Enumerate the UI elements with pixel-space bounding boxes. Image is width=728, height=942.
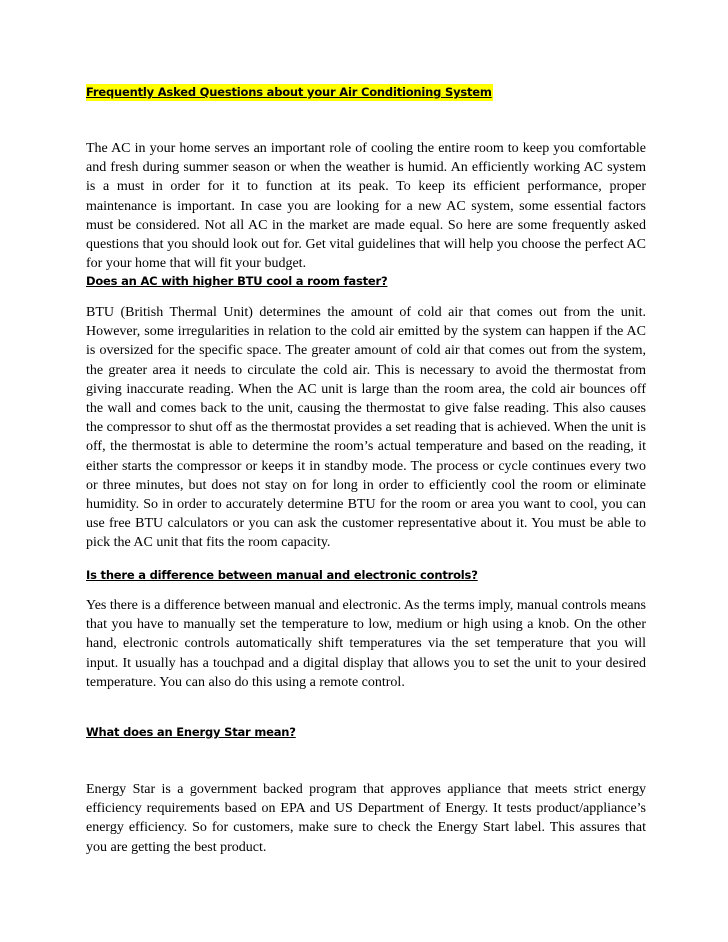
section-body-energy-star: Energy Star is a government backed program that approves appliance that meets strict energy efficiency requirements based on EPA and US Department of Energy. It tests product/appliance’s energy efficiency. So for customers, make sure to check the Energy Start label. This assures that you are getting the best product. — [86, 782, 646, 855]
section-body-btu: BTU (British Thermal Unit) determines the amount of cold air that comes out from the unit. However, some irregularities in relation to the cold air emitted by the system can happen if the AC is oversized for the specific space. The greater amount of cold air that comes out from the system, the greater area it needs to circulate the cold air. This is necessary to avoid the thermostat from giving inaccurate reading. When the AC unit is large than the room area, the cold air bounces off the wall and comes back to the unit, causing the thermostat to give false reading. This also causes the compressor to shut off as the thermostat provides a set reading that is achieved. When the unit is off, the thermostat is able to determine the room’s actual temperature and based on the reading, it either starts the compressor or keeps it in standby mode. The process or cycle continues every two or three minutes, but does not stay on for long in order to efficiently cool the room or eliminate humidity. So in order to accurately determine BTU for the room or area you want to cool, you can use free BTU calculators or you can ask the customer representative about it. You must be able to pick the AC unit that fits the room capacity. — [86, 305, 646, 551]
section-heading-controls: Is there a difference between manual and electronic controls? — [86, 568, 478, 582]
page-title — [86, 84, 493, 101]
section-body-controls: Yes there is a difference between manual and electronic. As the terms imply, manual controls means that you have to manually set the temperature to low, medium or high using a knob. On the other hand, electronic controls automatically shift temperatures via the set temperature that you will input. It usually has a touchpad and a digital display that allows you to set the unit to your desired temperature. You can also do this using a remote control. — [86, 598, 646, 690]
intro-paragraph: The AC in your home serves an important role of cooling the entire room to keep you comfortable and fresh during summer season or when the weather is humid. An efficiently working AC system is a must in order for it to function at its peak. To keep its efficient performance, proper maintenance is important. In case you are looking for a new AC system, some essential factors must be considered. Not all AC in the market are made equal. So here are some frequently asked questions that you should look out for. Get vital guidelines that will help you choose the perfect AC for your home that will fit your budget. — [86, 141, 646, 272]
section-heading-energy-star: What does an Energy Star mean? — [86, 725, 296, 739]
section-heading-btu: Does an AC with higher BTU cool a room faster? — [86, 274, 388, 288]
highlighted-title-text: Frequently Asked Questions about your Air Conditioning System — [86, 85, 492, 99]
